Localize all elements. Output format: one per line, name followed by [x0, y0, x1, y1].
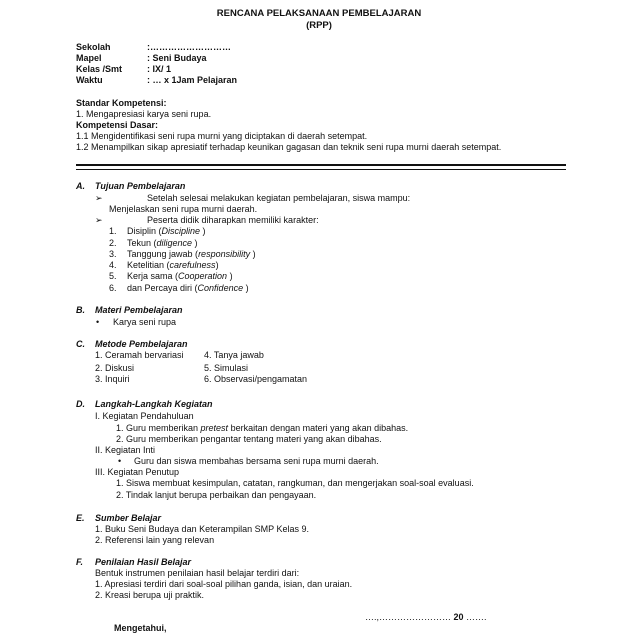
kd-item: 1.1 Mengidentifikasi seni rupa murni yang diciptakan di daerah setempat.	[76, 131, 368, 141]
identity-value: : … x 1Jam Pelajaran	[147, 75, 238, 85]
identity-label: Waktu	[76, 75, 103, 85]
activity-step: 1. Siswa membuat kesimpulan, catatan, rangkuman, dan mengerjakan soal-soal evaluasi.	[116, 478, 474, 488]
trait-item: Tekun (diligence )	[127, 238, 198, 248]
arrow-bullet-icon: ➢	[95, 193, 103, 203]
activity-step: 2. Tindak lanjut berupa perbaikan dan pengayaan.	[116, 490, 317, 500]
method-item: 5. Simulasi	[204, 363, 249, 373]
source-item: 1. Buku Seni Budaya dan Keterampilan SMP Kelas 9.	[95, 524, 309, 534]
section-b-letter: B.	[76, 305, 85, 315]
identity-label: Kelas /Smt	[76, 64, 123, 74]
assessment-item: 1. Apresiasi terdiri dari soal-soal pilihan ganda, isian, dan uraian.	[95, 579, 353, 589]
identity-value: :………………………	[147, 42, 231, 52]
method-item: 3. Inquiri	[95, 374, 130, 384]
method-item: 1. Ceramah bervariasi	[95, 350, 184, 360]
identity-value: : IX/ 1	[147, 64, 172, 74]
activity-step: Guru dan siswa membahas bersama seni rupa murni daerah.	[134, 456, 379, 466]
trait-num: 2.	[109, 238, 117, 248]
bullet-icon: •	[96, 317, 100, 327]
document-title: RENCANA PELAKSANAAN PEMBELAJARAN	[216, 8, 422, 19]
trait-num: 5.	[109, 271, 117, 281]
trait-item: Tanggung jawab (responsibility )	[127, 249, 256, 259]
trait-num: 1.	[109, 226, 117, 236]
section-f-title: Penilaian Hasil Belajar	[95, 557, 192, 567]
section-c-title: Metode Pembelajaran	[95, 339, 188, 349]
section-a-title: Tujuan Pembelajaran	[95, 181, 186, 191]
source-item: 2. Referensi lain yang relevan	[95, 535, 215, 545]
goal-text-continued: Menjelaskan seni rupa murni daerah.	[109, 204, 258, 214]
activity-heading: III. Kegiatan Penutup	[95, 467, 180, 477]
method-item: 4. Tanya jawab	[204, 350, 264, 360]
kd-heading: Kompetensi Dasar:	[76, 120, 159, 130]
section-a-letter: A.	[76, 181, 85, 191]
identity-label: Sekolah	[76, 42, 111, 52]
divider-thick	[76, 164, 566, 166]
trait-item: Disiplin (Discipline )	[127, 226, 206, 236]
goal-text: Peserta didik diharapkan memiliki karakter:	[147, 215, 319, 225]
activity-step: 2. Guru memberikan pengantar tentang materi yang akan dibahas.	[116, 434, 382, 444]
trait-item: Kerja sama (Cooperation )	[127, 271, 233, 281]
section-e-title: Sumber Belajar	[95, 513, 162, 523]
trait-item: Ketelitian (carefulness)	[127, 260, 219, 270]
activity-heading: II. Kegiatan Inti	[95, 445, 156, 455]
identity-value: : Seni Budaya	[147, 53, 207, 63]
acknowledgement-label: Mengetahui,	[114, 623, 167, 633]
activity-step: 1. Guru memberikan pretest berkaitan dengan materi yang akan dibahas.	[116, 423, 409, 433]
sk-heading: Standar Kompetensi:	[76, 98, 167, 108]
trait-item: dan Percaya diri (Confidence )	[127, 283, 249, 293]
divider-thin	[76, 169, 566, 170]
document-subtitle: (RPP)	[306, 20, 332, 31]
method-item: 6. Observasi/pengamatan	[204, 374, 308, 384]
section-b-title: Materi Pembelajaran	[95, 305, 183, 315]
arrow-bullet-icon: ➢	[95, 215, 103, 225]
sk-item: 1. Mengapresiasi karya seni rupa.	[76, 109, 212, 119]
section-d-title: Langkah-Langkah Kegiatan	[95, 399, 213, 409]
kd-item: 1.2 Menampilkan sikap apresiatif terhadap keunikan gagasan dan teknik seni rupa murni daerah setempat.	[76, 142, 502, 152]
trait-num: 3.	[109, 249, 117, 259]
trait-num: 6.	[109, 283, 117, 293]
assessment-intro: Bentuk instrumen penilaian hasil belajar terdiri dari:	[95, 568, 300, 578]
trait-num: 4.	[109, 260, 117, 270]
bullet-icon: •	[118, 456, 122, 466]
identity-label: Mapel	[76, 53, 102, 63]
section-f-letter: F.	[76, 557, 84, 567]
material-item: Karya seni rupa	[113, 317, 177, 327]
assessment-item: 2. Kreasi berupa uji praktik.	[95, 590, 205, 600]
method-item: 2. Diskusi	[95, 363, 135, 373]
section-d-letter: D.	[76, 399, 85, 409]
activity-heading: I. Kegiatan Pendahuluan	[95, 411, 194, 421]
section-e-letter: E.	[76, 513, 85, 523]
date-line: ….,…………………… 20 …….	[365, 612, 487, 622]
goal-text: Setelah selesai melakukan kegiatan pembelajaran, siswa mampu:	[147, 193, 411, 203]
section-c-letter: C.	[76, 339, 85, 349]
